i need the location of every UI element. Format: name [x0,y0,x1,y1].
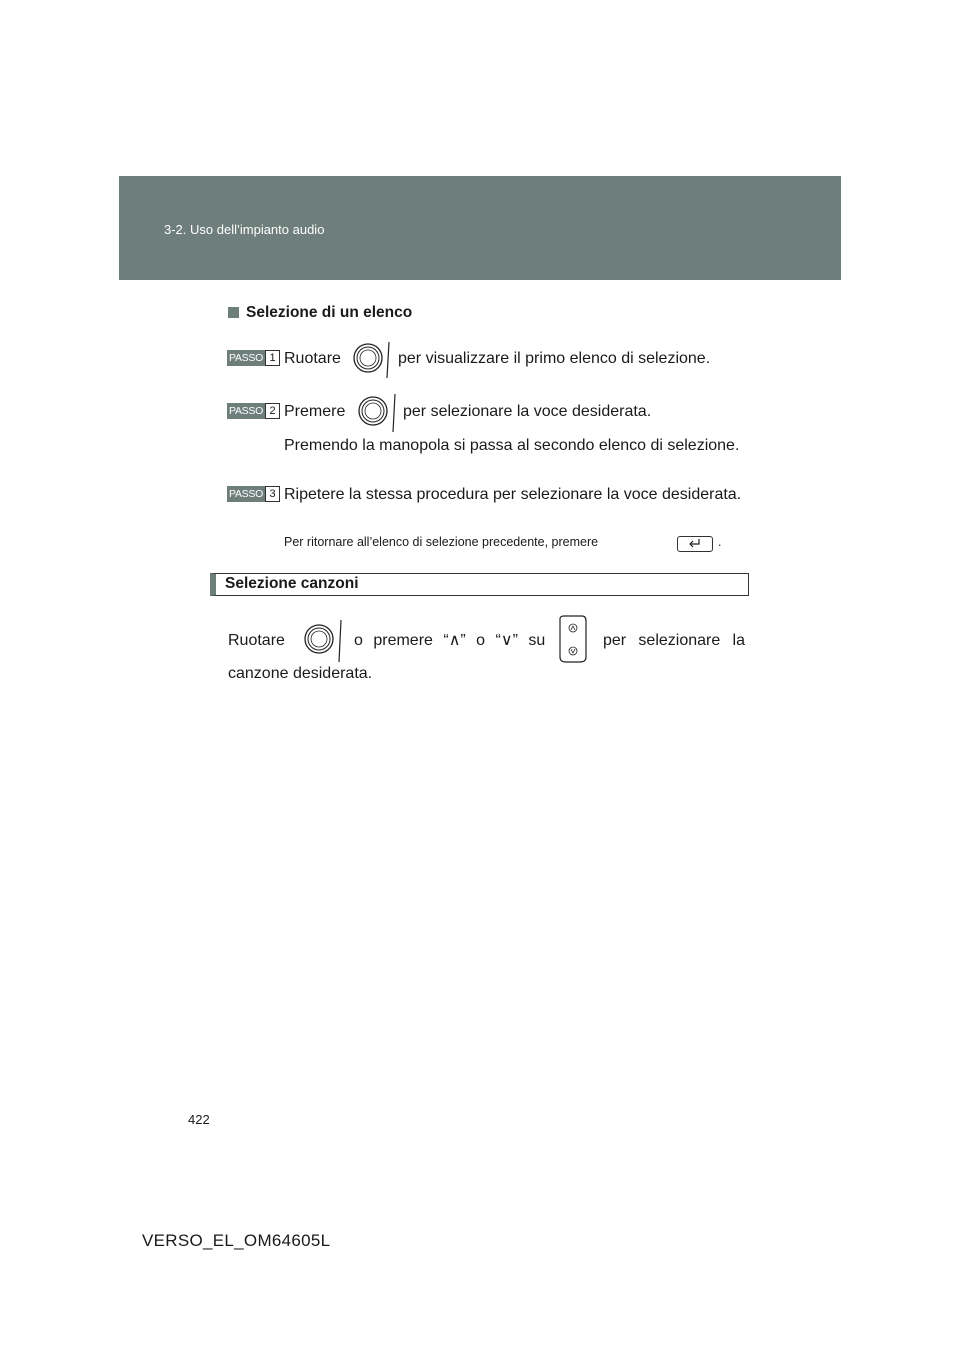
step-2-verb: Premere [284,403,346,420]
step-2-text: per selezionare la voce desiderata. [403,403,652,420]
back-note-period: . [718,535,722,549]
songs-line-2: canzone desiderata. [228,665,373,682]
step-2-badge [227,403,279,419]
breadcrumb: 3-2. Uso dell’impianto audio [164,222,325,237]
step-1-badge [227,350,279,366]
step-badge-number: 1 [265,350,280,366]
section-title-text: Selezione di un elenco [246,304,413,321]
knob-icon [357,392,399,434]
back-button-icon [677,536,713,552]
step-1-verb: Ruotare [284,350,341,367]
up-down-switch-icon [558,615,588,663]
subsection-box [210,573,749,596]
step-3-text: Ripetere la stessa procedura per selezionare la voce desiderata. [284,486,742,503]
subsection-title: Selezione canzoni [225,575,359,592]
step-badge-number: 3 [265,486,280,502]
step-2-note: Premendo la manopola si passa al secondo elenco di selezione. [284,437,740,454]
page-header [119,176,841,280]
step-badge-number: 2 [265,403,280,419]
document-code: VERSO_EL_OM64605L [142,1231,331,1250]
step-1-text: per visualizzare il primo elenco di selezione. [398,350,711,367]
songs-verb: Ruotare [228,632,285,649]
step-badge-label: PASSO [227,350,265,366]
knob-icon [303,619,347,663]
step-3-badge [227,486,279,502]
page-number: 422 [188,1112,210,1127]
section-title [228,304,412,322]
back-arrow-icon [685,537,705,549]
step-badge-label: PASSO [227,403,265,419]
songs-middle-text: o premere “∧” o “∨” su [354,632,546,649]
knob-icon [352,340,392,380]
square-bullet-icon [228,307,239,318]
songs-end-text: per selezionare la [603,632,745,649]
step-badge-label: PASSO [227,486,265,502]
back-note-text: Per ritornare all’elenco di selezione precedente, premere [284,535,599,549]
